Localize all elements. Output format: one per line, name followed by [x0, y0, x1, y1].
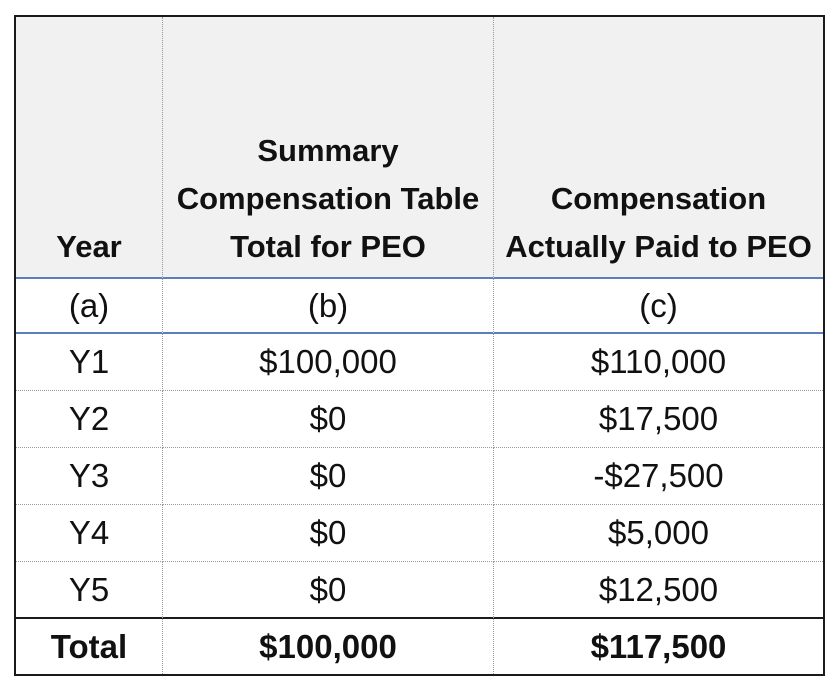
header-compensation-actually-paid: Compensation Actually Paid to PEO — [494, 17, 823, 279]
row-year: Y3 — [16, 448, 163, 505]
row-year: Y4 — [16, 505, 163, 562]
row-compensation-paid: $5,000 — [494, 505, 823, 562]
row-summary-total: $0 — [163, 391, 494, 448]
row-compensation-paid: $17,500 — [494, 391, 823, 448]
row-summary-total: $0 — [163, 562, 494, 619]
row-year: Y1 — [16, 334, 163, 391]
total-label: Total — [16, 619, 163, 674]
column-letter-a: (a) — [16, 279, 163, 334]
row-compensation-paid: $12,500 — [494, 562, 823, 619]
row-compensation-paid: -$27,500 — [494, 448, 823, 505]
row-summary-total: $100,000 — [163, 334, 494, 391]
row-year: Y5 — [16, 562, 163, 619]
header-summary-compensation-total: Summary Compensation Table Total for PEO — [163, 17, 494, 279]
row-year: Y2 — [16, 391, 163, 448]
row-compensation-paid: $110,000 — [494, 334, 823, 391]
header-year: Year — [16, 17, 163, 279]
row-summary-total: $0 — [163, 505, 494, 562]
row-summary-total: $0 — [163, 448, 494, 505]
column-letter-b: (b) — [163, 279, 494, 334]
total-compensation-paid: $117,500 — [590, 627, 727, 665]
compensation-table — [14, 15, 825, 676]
total-summary-total: $100,000 — [163, 619, 494, 674]
column-letter-c: (c) — [494, 279, 823, 334]
